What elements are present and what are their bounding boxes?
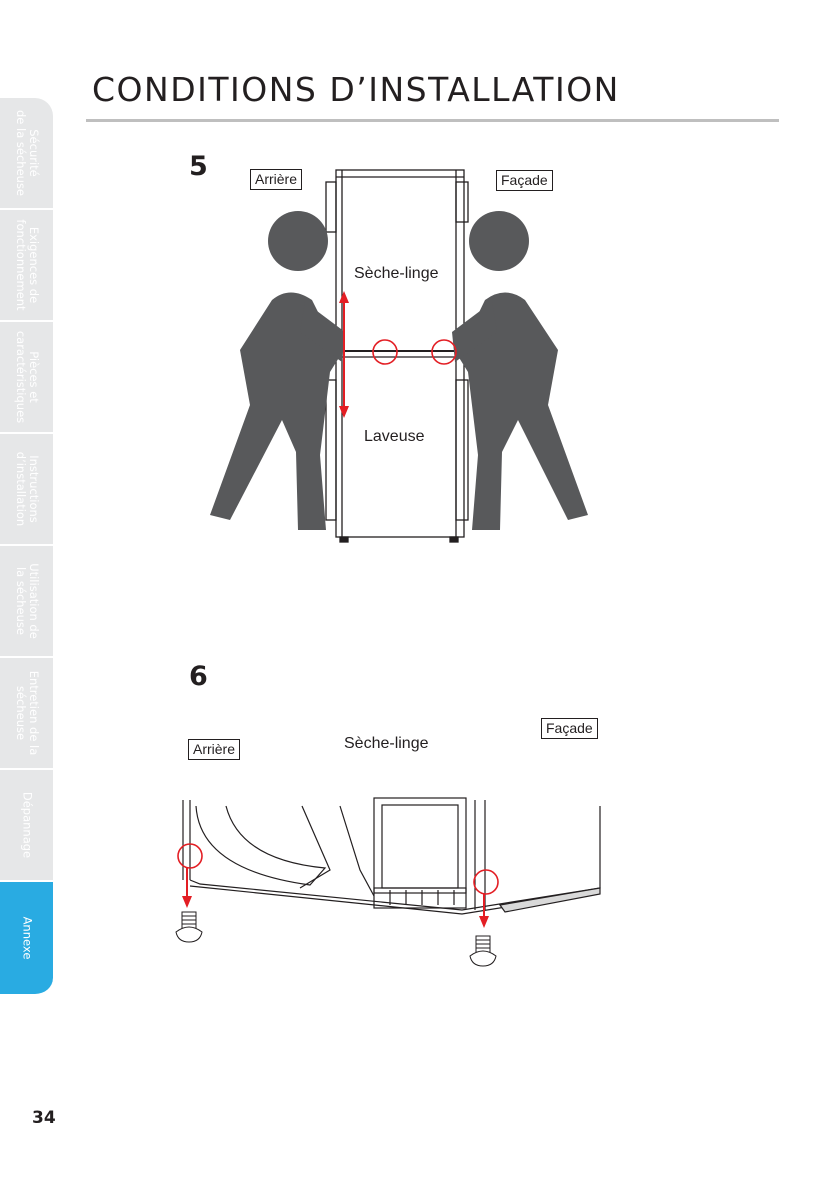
tab-label: Exigences de fonctionnement [13, 219, 41, 311]
tab-label: Utilisation de la sécheuse [13, 563, 41, 639]
dryer-base-cutaway [183, 798, 600, 914]
page-title: CONDITIONS D’INSTALLATION [92, 70, 620, 109]
step-5-number: 5 [189, 151, 208, 182]
dryer-label: Sèche-linge [354, 265, 439, 282]
rear-label: Arrière [250, 169, 302, 190]
dryer-label: Sèche-linge [344, 735, 429, 752]
screw-location-circle [474, 870, 498, 894]
screw-icon [176, 912, 202, 942]
tab-label: Pièces et caractéristiques [13, 330, 41, 424]
washer-label: Laveuse [364, 428, 425, 445]
front-label: Façade [496, 170, 553, 191]
tab-label: Sécurité de la sécheuse [13, 109, 41, 197]
page-number: 34 [32, 1108, 56, 1128]
step-6-number: 6 [189, 661, 208, 692]
tab-label: Instructions d’installation [13, 451, 41, 527]
rear-label: Arrière [188, 739, 240, 760]
tab-label: Entretien de la sécheuse [13, 670, 41, 756]
tab-label: Dépannage [20, 791, 34, 859]
tab-label: Annexe [20, 916, 34, 960]
screw-icon [470, 936, 496, 966]
front-label: Façade [541, 718, 598, 739]
